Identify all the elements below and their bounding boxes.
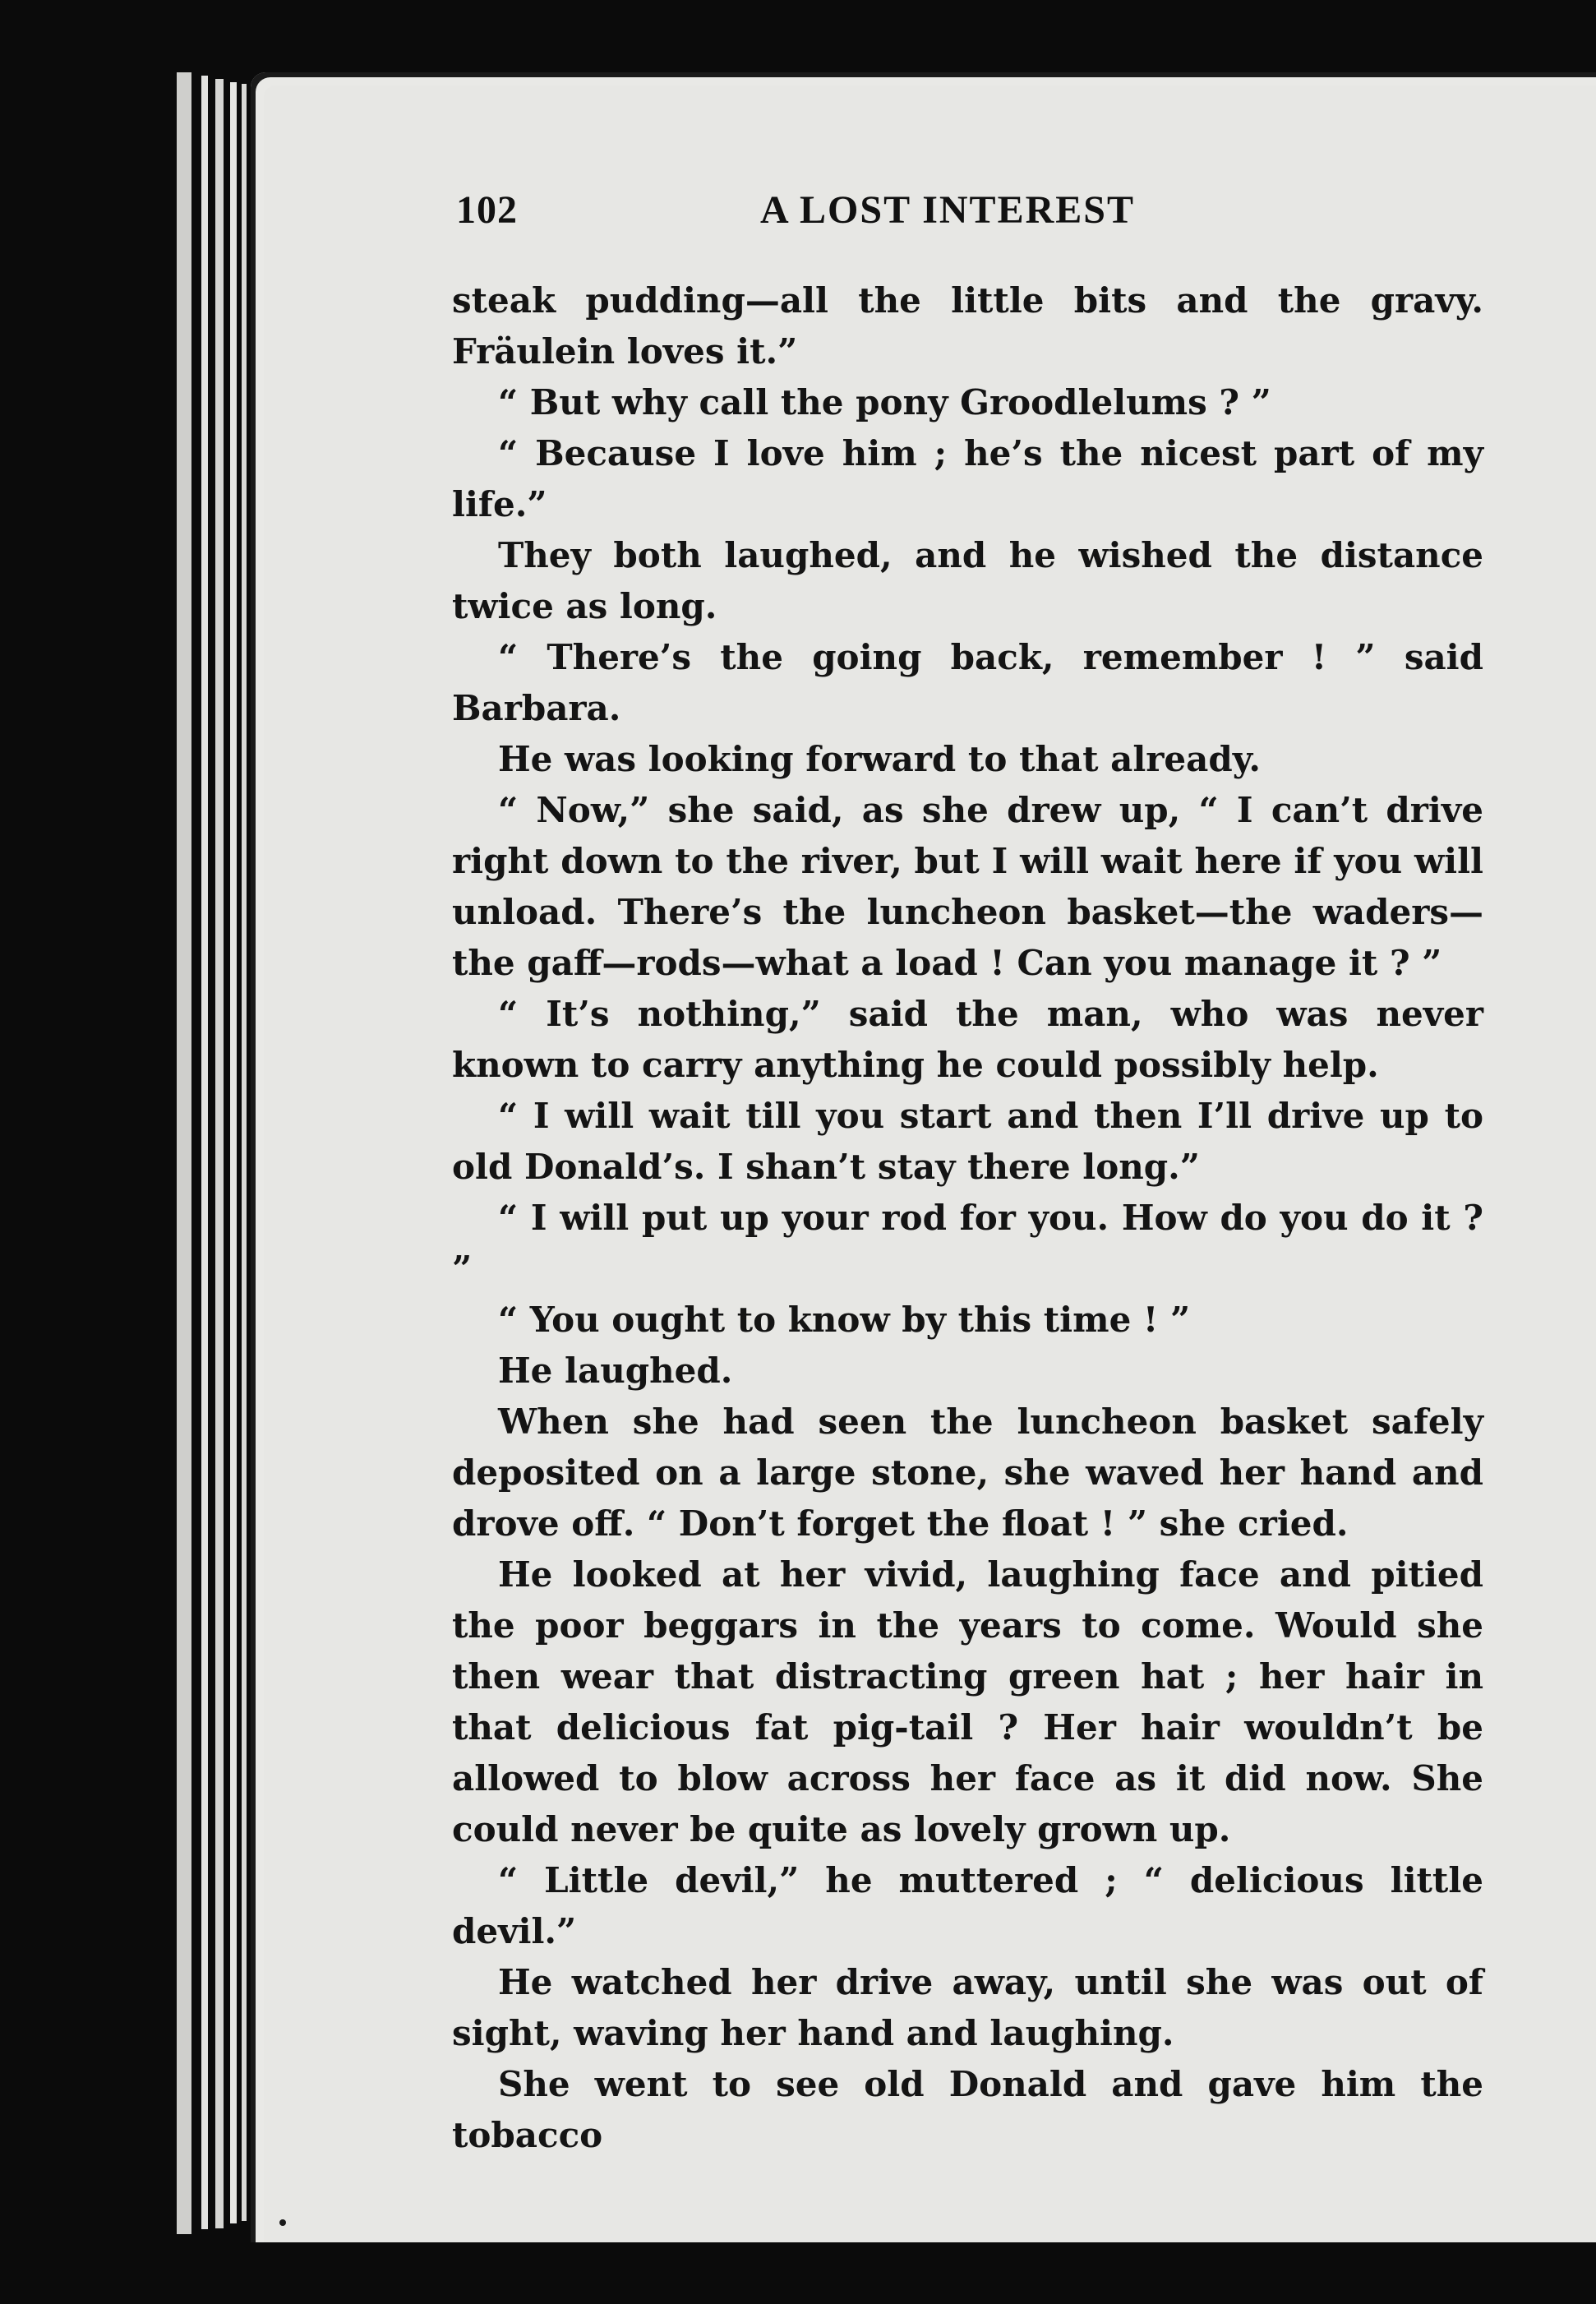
- scan-speck: [279, 2219, 286, 2226]
- paragraph: “ I will put up your rod for you. How do you do it ? ”: [452, 1198, 1483, 1289]
- paragraph: “ Because I love him ; he’s the nicest part of my life.”: [452, 433, 1483, 524]
- paragraph: “ But why call the pony Groodlelums ? ”: [498, 382, 1271, 422]
- paragraph: She went to see old Donald and gave him the tobacco: [452, 2064, 1483, 2155]
- page-header: [456, 187, 1525, 237]
- paragraph: steak pudding—all the little bits and the gravy. Fräulein loves it.”: [452, 280, 1483, 372]
- page-edge: [242, 84, 247, 2221]
- paragraph: “ It’s nothing,” said the man, who was never known to carry anything he could possibly help.: [452, 994, 1483, 1085]
- page-number: 102: [456, 188, 518, 232]
- running-head: A LOST INTEREST: [760, 188, 1135, 232]
- page-edge: [230, 82, 237, 2223]
- paragraph: “ There’s the going back, remember ! ” said Barbara.: [452, 637, 1483, 728]
- paragraph: “ Now,” she said, as she drew up, “ I can’t drive right down to the river, but I will wait here if you will unload. There’s the luncheon basket—the waders—the gaff—rods—what a load ! Can you manage it ? ”: [452, 790, 1483, 983]
- paragraph: He was looking forward to that already.: [498, 739, 1261, 779]
- page-edge: [215, 79, 224, 2228]
- page-edge: [177, 72, 191, 2234]
- paragraph: He watched her drive away, until she was out of sight, waving her hand and laughing.: [452, 1962, 1483, 2053]
- paragraph: He laughed.: [498, 1351, 733, 1391]
- paragraph: “ You ought to know by this time ! ”: [498, 1300, 1191, 1340]
- paragraph: He looked at her vivid, laughing face and pitied the poor beggars in the years to come. Would she then wear that distracting green hat ; her hair in that delicious fat pig-tail ? Her hair wouldn’t be allowed to blow across her face as it did now. She could never be quite as lovely grown up.: [452, 1554, 1483, 1849]
- paragraph: When she had seen the luncheon basket safely deposited on a large stone, she waved her hand and drove off. “ Don’t forget the float ! ” she cried.: [452, 1401, 1483, 1544]
- paragraph: “ I will wait till you start and then I’ll drive up to old Donald’s. I shan’t stay there long.”: [452, 1096, 1483, 1187]
- paragraph: “ Little devil,” he muttered ; “ delicious little devil.”: [452, 1860, 1483, 1951]
- paragraph: They both laughed, and he wished the distance twice as long.: [452, 535, 1483, 626]
- page-edge: [201, 76, 208, 2229]
- body-text: [452, 275, 1483, 2161]
